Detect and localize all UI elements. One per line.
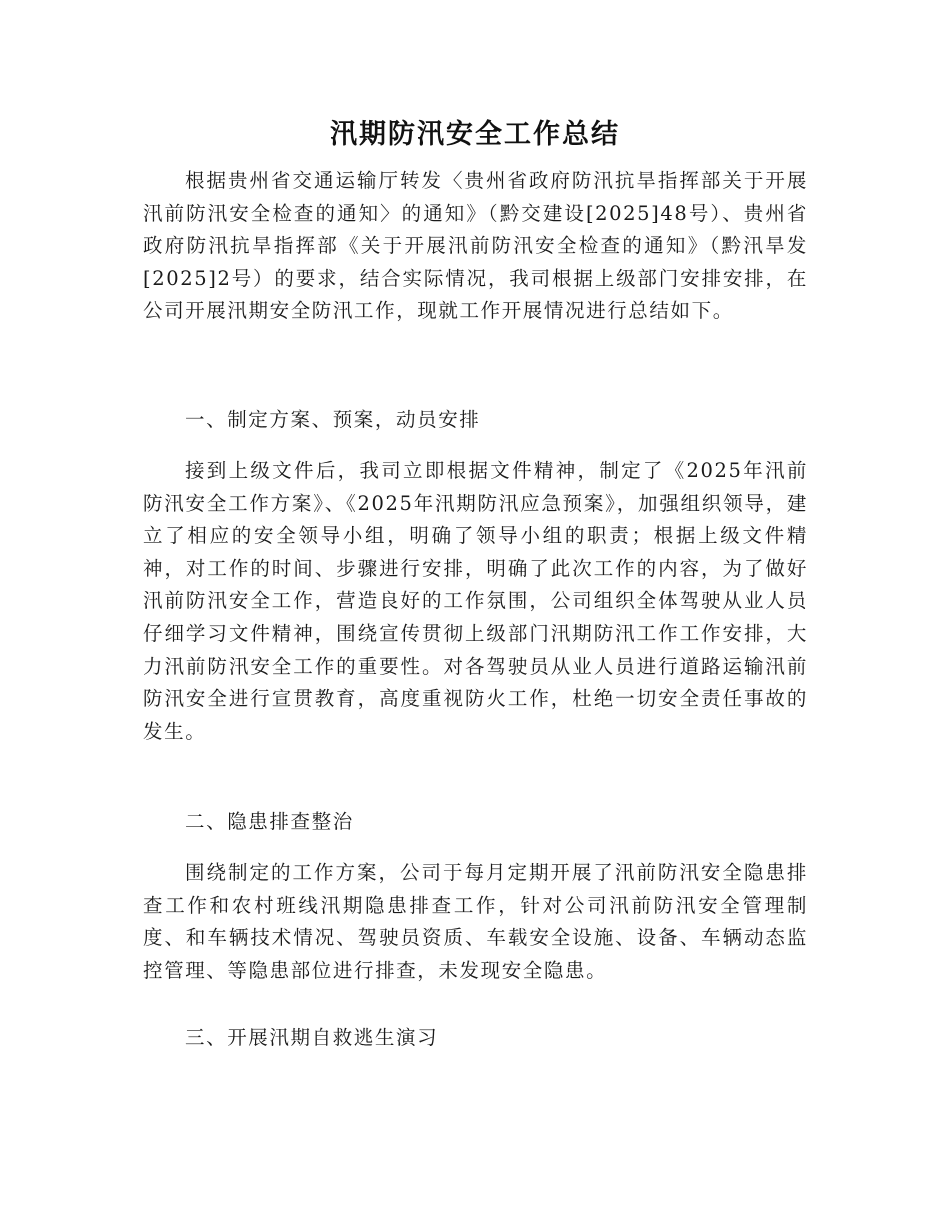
- section-2-heading-block: [143, 806, 808, 839]
- intro-paragraph: 根据贵州省交通运输厅转发〈贵州省政府防汛抗旱指挥部关于开展汛前防汛安全检查的通知〉的通知》（黔交建设[2025]48号）、贵州省政府防汛抗旱指挥部《关于开展汛前防汛安全检查的通知》（黔汛旱发[2025]2号）的要求，结合实际情况，我司根据上级部门安排安排，在公司开展汛期安全防汛工作，现就工作开展情况进行总结如下。: [143, 169, 808, 323]
- document-title: 汛期防汛安全工作总结: [330, 119, 620, 150]
- section-1-heading-block: [143, 404, 808, 437]
- section-2-heading: 二、隐患排查整治: [185, 810, 354, 833]
- section-3-heading: 三、开展汛期自救逃生演习: [185, 1026, 439, 1049]
- section-1-heading: 一、制定方案、预案，动员安排: [185, 408, 481, 431]
- section-2-body-block: [143, 857, 808, 987]
- intro-paragraph-block: [143, 165, 808, 328]
- section-3-heading-block: [143, 1022, 808, 1055]
- section-1-body: 接到上级文件后，我司立即根据文件精神，制定了《2025年汛前防汛安全工作方案》、《2025年汛期防汛应急预案》，加强组织领导，建立了相应的安全领导小组，明确了领导小组的职责；根据上级文件精神，对工作的时间、步骤进行安排，明确了此次工作的内容，为了做好汛前防汛安全工作，营造良好的工作氛围，公司组织全体驾驶从业人员仔细学习文件精神，围绕宣传贯彻上级部门汛期防汛工作工作安排，大力汛前防汛安全工作的重要性。对各驾驶员从业人员进行道路运输汛前防汛安全进行宣贯教育，高度重视防火工作，杜绝一切安全责任事故的发生。: [143, 459, 808, 743]
- section-2-body: 围绕制定的工作方案，公司于每月定期开展了汛前防汛安全隐患排查工作和农村班线汛期隐患排查工作，针对公司汛前防汛安全管理制度、和车辆技术情况、驾驶员资质、车载安全设施、设备、车辆动态监控管理、等隐患部位进行排查，未发现安全隐患。: [143, 861, 808, 982]
- section-1-body-block: [143, 455, 808, 748]
